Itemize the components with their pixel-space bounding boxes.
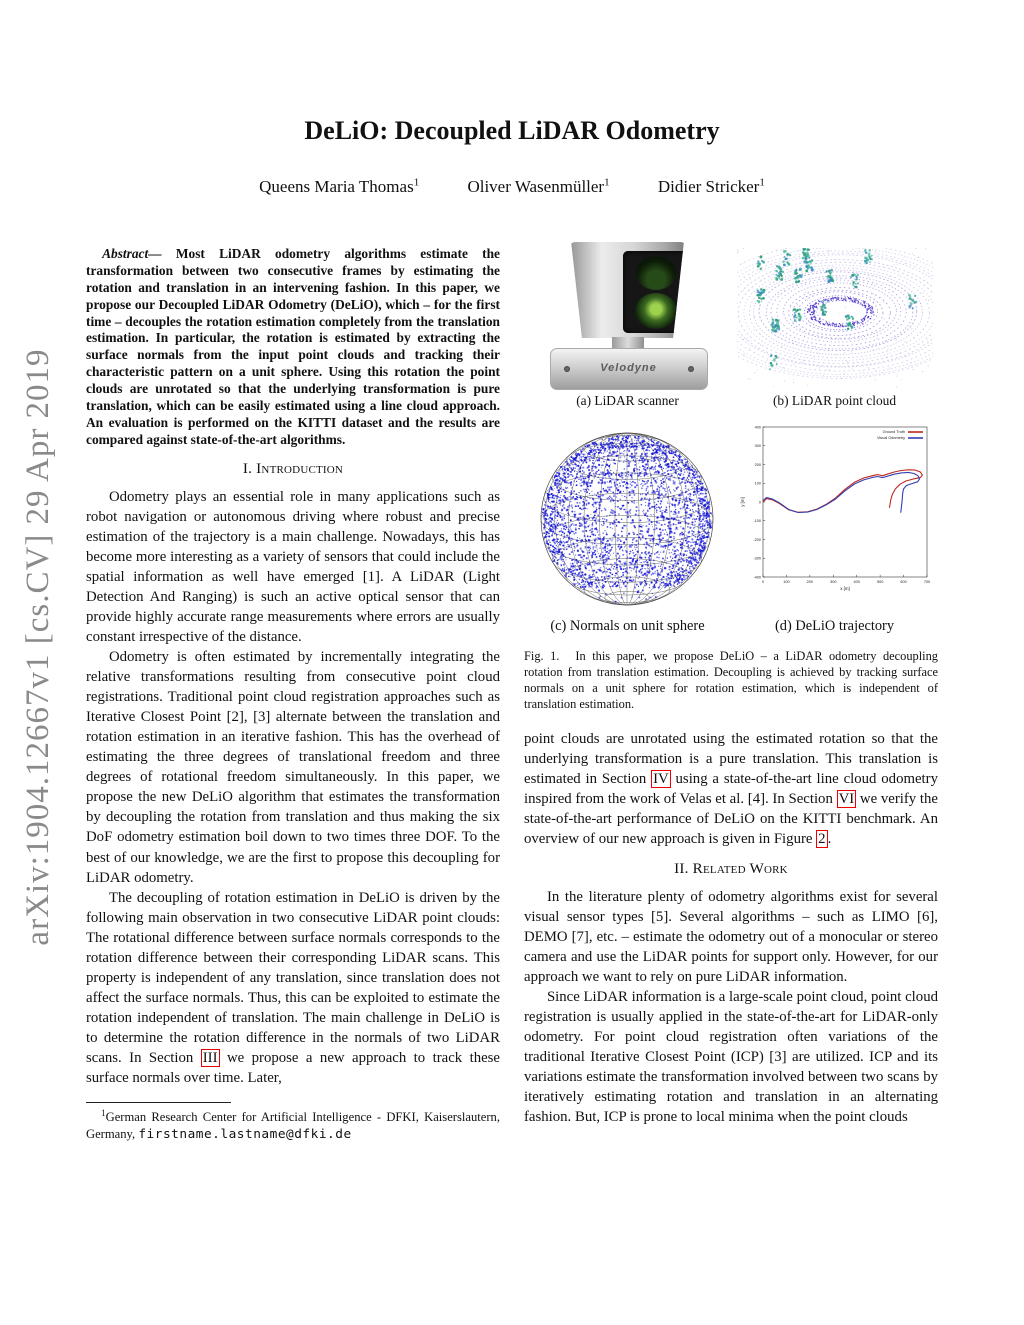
scanner-brand-label: Velodyne — [600, 362, 657, 374]
author-name: Queens Maria Thomas — [259, 176, 414, 196]
abstract-lead: Abstract— — [102, 246, 176, 261]
arxiv-watermark: arXiv:1904.12667v1 [cs.CV] 29 Apr 2019 — [20, 348, 56, 946]
figure-1-caption-label: Fig. 1. — [524, 649, 560, 663]
svg-text:0: 0 — [758, 500, 761, 505]
svg-text:-400: -400 — [752, 575, 761, 580]
section-heading-introduction: I. Introduction — [242, 459, 344, 477]
section-ref-vi-link[interactable]: VI — [838, 790, 855, 807]
author-affiliation-sup: 1 — [413, 176, 420, 188]
author — [467, 177, 609, 196]
scanner-lens-top — [636, 256, 676, 290]
footnote-rule — [86, 1102, 231, 1103]
figure-1b-cell — [731, 242, 938, 419]
subcaption-b: (b) LiDAR point cloud — [772, 393, 897, 408]
paragraph-text: using a state-of-the-art line cloud odometry inspired from the work of Velas et al. [4]. In Section — [524, 770, 938, 807]
author — [259, 177, 419, 196]
related-paragraph-1: In the literature plenty of odometry algorithms exist for several visual sensor types [5]. Several algorithms – such as LIMO [6], DEMO [7], etc. – estimate the odometry out of a monocular or stereo camera and use the LiDAR points for support only. However, for our approach we want to rely on pure LiDAR information. — [524, 888, 938, 985]
svg-text:500: 500 — [876, 580, 883, 584]
body-paragraph-continuation — [524, 729, 938, 849]
svg-text:200: 200 — [754, 462, 761, 467]
subcaption-d: (d) DeLiO trajectory — [774, 618, 895, 634]
author-name: Oliver Wasenmüller — [467, 176, 605, 196]
figure-1a-cell — [524, 242, 731, 419]
right-column — [524, 242, 938, 1127]
figure-1-caption — [524, 649, 938, 713]
figure-1d-cell — [731, 419, 938, 647]
figure-1-caption-text: In this paper, we propose DeLiO – a LiDAR odometry decoupling rotation from translation estimation. Decoupling is achieved by tracking surface normals on a unit sphere for rotation estimation, which is independent of translation estimation. — [524, 649, 938, 711]
section-ref-iv-link[interactable]: IV — [653, 770, 669, 787]
svg-text:100: 100 — [782, 580, 790, 584]
scanner-base — [550, 348, 708, 390]
author — [658, 177, 765, 196]
email-address[interactable]: firstname.lastname@dfki.de — [138, 1126, 352, 1142]
figure-1c-cell — [524, 419, 731, 647]
svg-text:100: 100 — [754, 481, 761, 486]
paragraph-text: we propose a new approach to track these surface normals over time. Later, — [86, 1050, 500, 1087]
svg-text:200: 200 — [806, 580, 813, 584]
author-affiliation-sup: 1 — [604, 176, 610, 188]
paragraph-text: . — [827, 830, 832, 847]
trajectory-plot — [737, 419, 933, 613]
figure-ref-2-link[interactable]: 2 — [818, 830, 826, 847]
svg-text:400: 400 — [853, 580, 860, 584]
svg-text:y [m]: y [m] — [739, 497, 745, 507]
svg-text:300: 300 — [754, 444, 761, 449]
svg-text:600: 600 — [899, 580, 907, 584]
subcaption-a: (a) LiDAR scanner — [576, 393, 679, 408]
svg-text:300: 300 — [829, 580, 836, 584]
author-affiliation-sup: 1 — [759, 176, 765, 188]
intro-paragraph-2: Odometry is often estimated by incrementally integrating the relative transformations resulting from consecutive point cloud registrations. Traditional point cloud registration approaches such as Iterative Closest Point [2], [3] alternate between the translation and rotation estimation in an iterative fashion. This has the overhead of estimating the three degrees of translational freedom and three degrees of rotational freedom simultaneously. In this paper, we propose the new DeLiO algorithm that estimates the transformation by decoupling the rotation from translation and thus making the six DoF odometry estimation boil down to two times three DOF. To the best of our knowledge, we are the first to propose this decoupling for LiDAR odometry. — [86, 649, 500, 886]
intro-paragraph-1: Odometry plays an essential role in many applications such as robot navigation or autonomous driving where robust and precise estimation of the trajectory is a main challenge. Nowadays, this has become more interesting as a variety of sensors that could include the spatial information as well have emerged [1]. A LiDAR (Light Detection And Ranging) is such an active optical sensor that can provide highly accurate range measurements where errors are usually constant irrespective of the distance. — [86, 488, 500, 646]
author-name: Didier Stricker — [657, 176, 760, 196]
paper-title: DeLiO: Decoupled LiDAR Odometry — [304, 116, 720, 145]
svg-text:400: 400 — [754, 425, 761, 430]
section-heading-related-work: II. Related Work — [674, 859, 788, 877]
paragraph-text: point clouds are unrotated using the estimated rotation so that the underlying transformation is a pure translation. This translation is estimated in Section — [524, 730, 938, 787]
abstract-text: Most LiDAR odometry algorithms estimate the transformation between two consecutive frames by estimating the rotation and translation in an intervening fashion. In this paper, we propose our Decoupled LiDAR Odometry (DeLiO), which – for the first time – decouples the rotation estimation completely from the translation estimation. In particular, the rotation is estimated by extracting the surface normals from the input point clouds and tracking their characteristic pattern on a unit sphere. Using this rotation the point clouds are unrotated so that the underlying transformation is pure translation, which can be easily estimated using a line cloud approach. An evaluation is performed on the KITTI dataset and the results are compared against state-of-the-art algorithms. — [86, 246, 500, 447]
figure-1-grid — [524, 242, 938, 647]
paragraph-text: The decoupling of rotation estimation in DeLiO is driven by the following main observation in two consecutive LiDAR point clouds: The rotational difference between surface normals corresponds to the rotation difference between their corresponding LiDAR scans. This property is independent of any translation, since translation does not affect the surface normals. Thus, this can be exploited to estimate the rotation independent of translation. The main challenge in DeLiO is to determine the rotation difference in the normals of two LiDAR scans. In Section — [86, 889, 500, 1066]
author-list — [86, 176, 938, 197]
paragraph-text: we verify the state-of-the-art performance of DeLiO on the KITTI benchmark. An overview of our new approach is given in Figure — [524, 790, 938, 847]
scanner-head — [568, 242, 688, 338]
svg-text:-200: -200 — [752, 537, 761, 542]
svg-text:x [m]: x [m] — [839, 586, 850, 591]
svg-text:Ground Truth: Ground Truth — [882, 430, 905, 435]
affiliation-text: German Research Center for Artificial Intelligence - DFKI, Kaiserslautern, Germany, — [86, 1110, 500, 1141]
scanner-window — [623, 251, 689, 333]
footnote — [86, 1102, 500, 1143]
svg-text:0: 0 — [761, 580, 764, 584]
abstract-paragraph — [86, 246, 500, 449]
unit-sphere-image — [537, 425, 719, 613]
section-ref-iii-link[interactable]: III — [202, 1050, 218, 1066]
lidar-point-cloud-image — [737, 248, 933, 388]
svg-text:-100: -100 — [752, 519, 761, 524]
subcaption-c: (c) Normals on unit sphere — [550, 618, 705, 634]
screw-icon — [688, 366, 694, 372]
svg-text:700: 700 — [923, 580, 930, 584]
footnote-text — [86, 1108, 500, 1143]
svg-text:Visual Odometry: Visual Odometry — [876, 436, 905, 441]
related-paragraph-2: Since LiDAR information is a large-scale point cloud, point cloud registration is usually applied in the state-of-the-art for LiDAR-only odometry. For point cloud registration often variations of the traditional Iterative Closest Point (ICP) [3] are utilized. ICP and its variations estimate the transformation involved between two scans by iteratively estimating rotation and translation in an alternating fashion. But, ICP is prone to local minima when the point clouds — [524, 989, 938, 1126]
lidar-scanner-image — [540, 242, 716, 388]
footnote-marker: 1 — [101, 1108, 106, 1119]
left-column — [86, 246, 500, 1143]
intro-paragraph-3 — [86, 888, 500, 1088]
scanner-lens-bottom — [635, 293, 677, 329]
svg-text:-300: -300 — [752, 556, 761, 561]
